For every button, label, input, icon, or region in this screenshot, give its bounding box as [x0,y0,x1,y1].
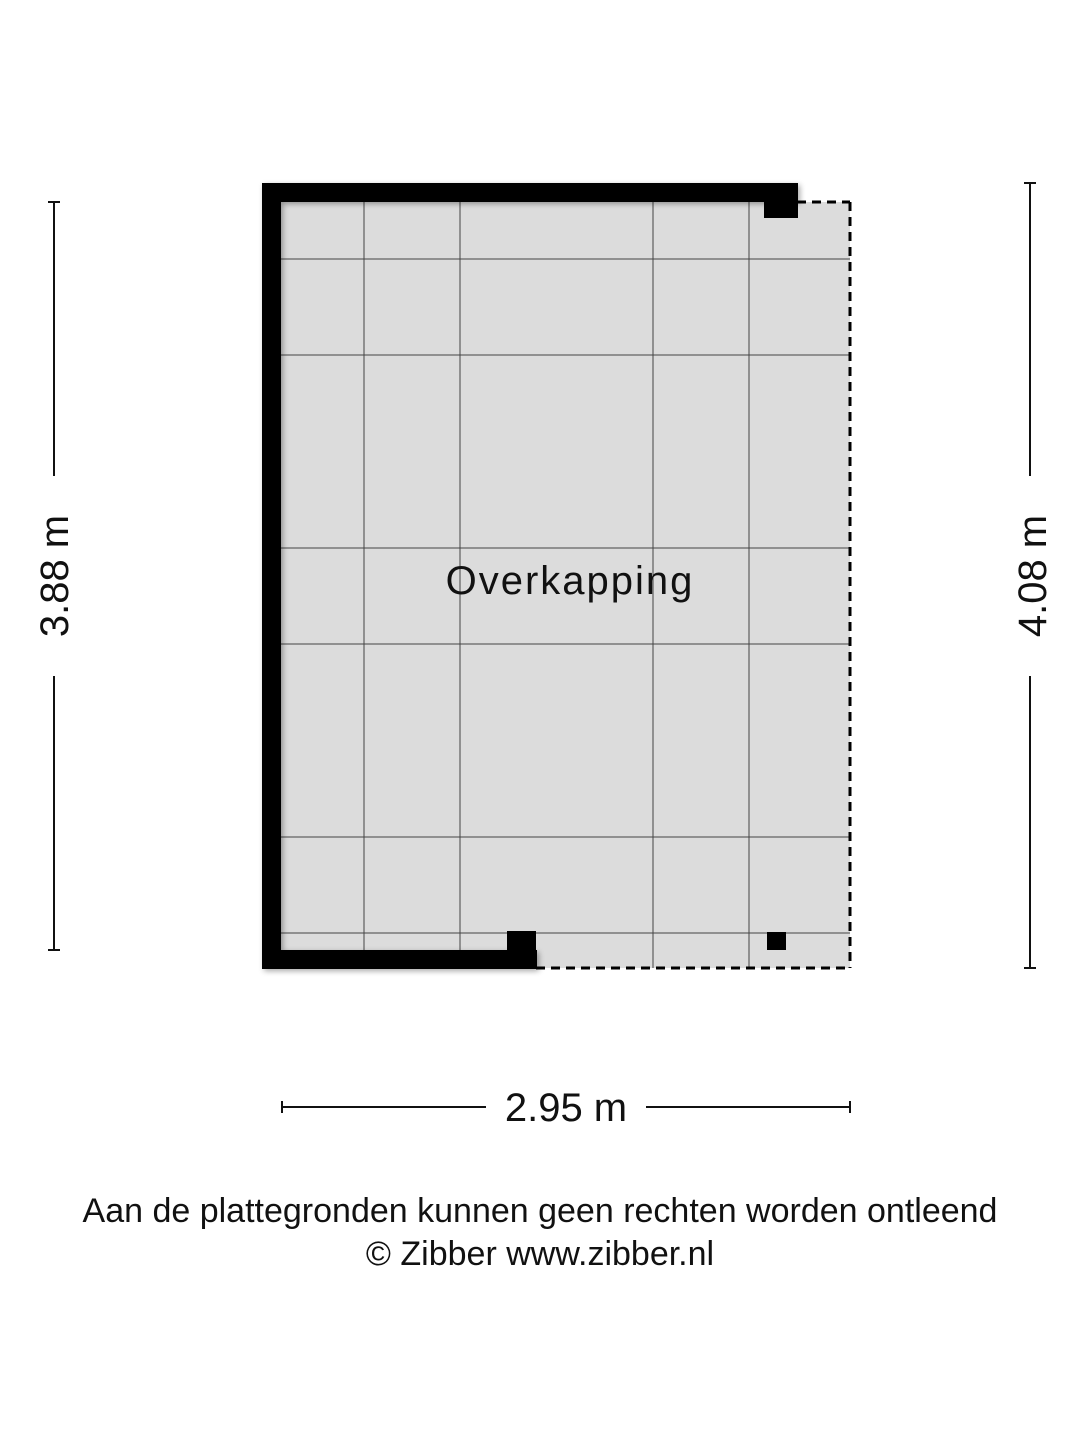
disclaimer-text: Aan de plattegronden kunnen geen rechten worden ontleend [82,1192,998,1230]
wall-top [262,183,798,202]
copyright-text: © Zibber www.zibber.nl [365,1235,715,1273]
post-bottom-middle [507,931,536,950]
post-top-right [764,200,798,218]
wall-bottom [262,950,537,969]
dimension-bottom-label: 2.95 m [486,1086,646,1130]
post-bottom-right [767,932,786,950]
dimension-left-label: 3.88 m [33,476,77,676]
dimension-right-label: 4.08 m [1011,476,1055,676]
room-label: Overkapping [445,559,695,603]
wall-left [262,183,281,969]
